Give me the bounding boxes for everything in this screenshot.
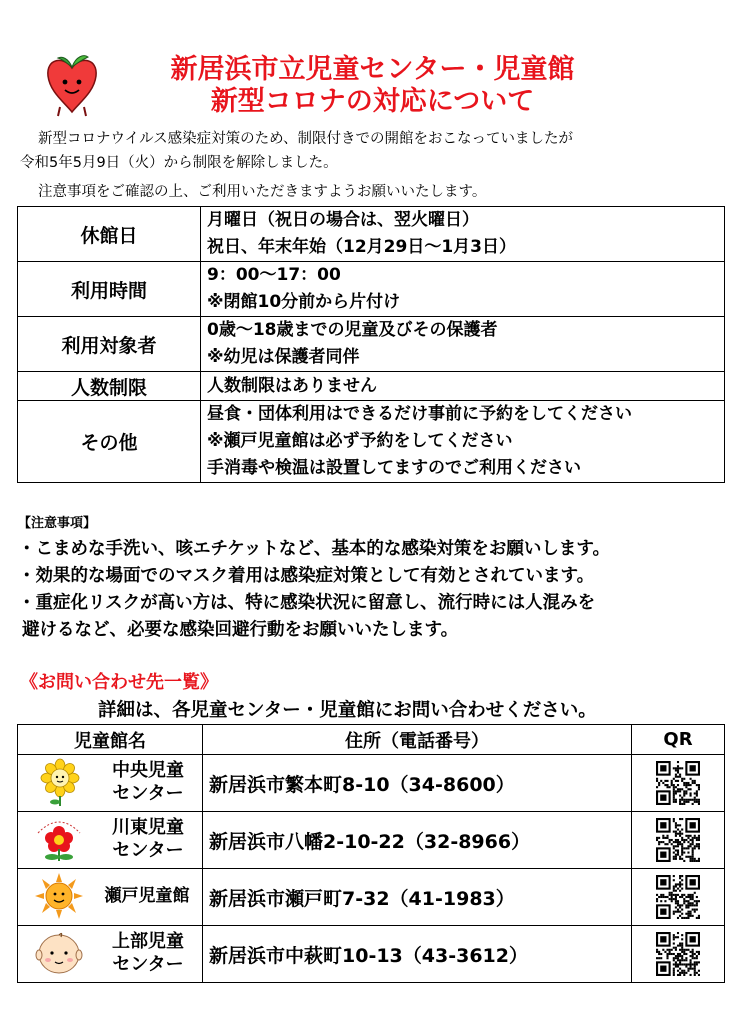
info-line: 9：00～17：00	[207, 265, 341, 285]
contacts-header-row	[18, 725, 725, 755]
info-label: 人数制限	[18, 372, 201, 401]
contact-address: 新居浜市中萩町10-13（43-3612）	[203, 926, 632, 983]
contact-name-cell	[18, 926, 203, 983]
info-line: 人数制限はありません	[207, 375, 377, 396]
contact-name-cell	[18, 812, 203, 869]
info-label: 休館日	[18, 207, 201, 262]
info-line: 手消毒や検温は設置してますのでご利用ください	[207, 458, 581, 478]
contact-name-cell	[18, 869, 203, 926]
contact-name-line: 川東児童	[112, 817, 184, 838]
info-row-eligibility	[18, 317, 725, 372]
qr-code-icon[interactable]	[656, 875, 700, 919]
contact-row-seto	[18, 869, 725, 926]
info-line: 0歳～18歳までの児童及びその保護者	[207, 320, 498, 340]
contact-address: 新居浜市八幡2-10-22（32-8966）	[203, 812, 632, 869]
column-header-qr: QR	[632, 725, 725, 755]
contacts-heading: 《お問い合わせ先一覧》	[20, 672, 218, 693]
column-header-name: 児童館名	[18, 725, 203, 755]
contact-row-kawahigashi	[18, 812, 725, 869]
info-value	[201, 207, 725, 262]
contact-name-line: センター	[112, 783, 184, 804]
info-table	[17, 206, 725, 483]
contact-name	[90, 869, 204, 923]
intro-line-1: 新型コロナウイルス感染症対策のため、制限付きでの開館をおこなっていましたが	[38, 131, 574, 147]
contact-name-line: 上部児童	[112, 931, 184, 952]
contact-address: 新居浜市繁本町8-10（34-8600）	[203, 755, 632, 812]
contact-row-kamibe	[18, 926, 725, 983]
qr-code-cell[interactable]	[632, 812, 725, 869]
info-value	[201, 262, 725, 317]
heart-apple-mascot-icon	[44, 52, 100, 118]
note-item: ・効果的な場面でのマスク着用は感染症対策として有効とされています。	[18, 566, 595, 586]
qr-code-cell[interactable]	[632, 926, 725, 983]
info-line: 昼食・団体利用はできるだけ事前に予約をしてください	[207, 404, 632, 424]
info-row-other	[18, 401, 725, 483]
info-label: 利用対象者	[18, 317, 201, 372]
contact-address: 新居浜市瀬戸町7-32（41-1983）	[203, 869, 632, 926]
info-line: ※瀬戸児童館は必ず予約をしてください	[207, 431, 513, 451]
contact-name	[96, 755, 200, 809]
info-line: ※閉館10分前から片付け	[207, 292, 401, 312]
contact-row-chuo	[18, 755, 725, 812]
notes-list	[18, 536, 610, 644]
qr-code-icon[interactable]	[656, 818, 700, 862]
qr-code-icon[interactable]	[656, 932, 700, 976]
info-row-closed-days	[18, 207, 725, 262]
info-line: 月曜日（祝日の場合は、翌火曜日）	[207, 210, 479, 230]
page-subtitle: 新型コロナの対応について	[210, 86, 535, 117]
info-line: ※幼児は保護者同伴	[207, 347, 360, 367]
baby-face-icon	[30, 929, 88, 977]
info-value	[201, 372, 725, 401]
qr-code-cell[interactable]	[632, 869, 725, 926]
info-label: その他	[18, 401, 201, 483]
contacts-subheading: 詳細は、各児童センター・児童館にお問い合わせください。	[98, 700, 597, 721]
info-row-hours	[18, 262, 725, 317]
note-item: 避けるなど、必要な感染回避行動をお願いいたします。	[22, 620, 459, 640]
contact-name-cell	[18, 755, 203, 812]
qr-code-cell[interactable]	[632, 755, 725, 812]
info-line: 祝日、年末年始（12月29日～1月3日）	[207, 237, 516, 257]
contact-name-line: 中央児童	[112, 760, 184, 781]
info-row-capacity	[18, 372, 725, 401]
column-header-address: 住所（電話番号）	[203, 725, 632, 755]
info-value	[201, 317, 725, 372]
contact-name-line: センター	[112, 840, 184, 861]
intro-line-3: 注意事項をご確認の上、ご利用いただきますようお願いいたします。	[38, 184, 487, 200]
contact-name	[96, 926, 200, 980]
sun-icon	[30, 872, 88, 920]
info-label: 利用時間	[18, 262, 201, 317]
contacts-table	[17, 724, 725, 983]
sunflower-icon	[30, 758, 88, 806]
notes-heading: 【注意事項】	[18, 516, 97, 531]
contact-name	[96, 812, 200, 866]
contact-name-line: センター	[112, 954, 184, 975]
info-value	[201, 401, 725, 483]
note-item: ・こまめな手洗い、咳エチケットなど、基本的な感染対策をお願いします。	[18, 539, 611, 559]
intro-line-2: 令和5年5月9日（火）から制限を解除しました。	[20, 155, 338, 171]
contact-name-line: 瀬戸児童館	[104, 885, 190, 906]
flower-icon	[30, 815, 88, 863]
note-item: ・重症化リスクが高い方は、特に感染状況に留意し、流行時には人混みを	[18, 593, 596, 613]
page-title: 新居浜市立児童センター・児童館	[170, 54, 575, 85]
qr-code-icon[interactable]	[656, 761, 700, 805]
